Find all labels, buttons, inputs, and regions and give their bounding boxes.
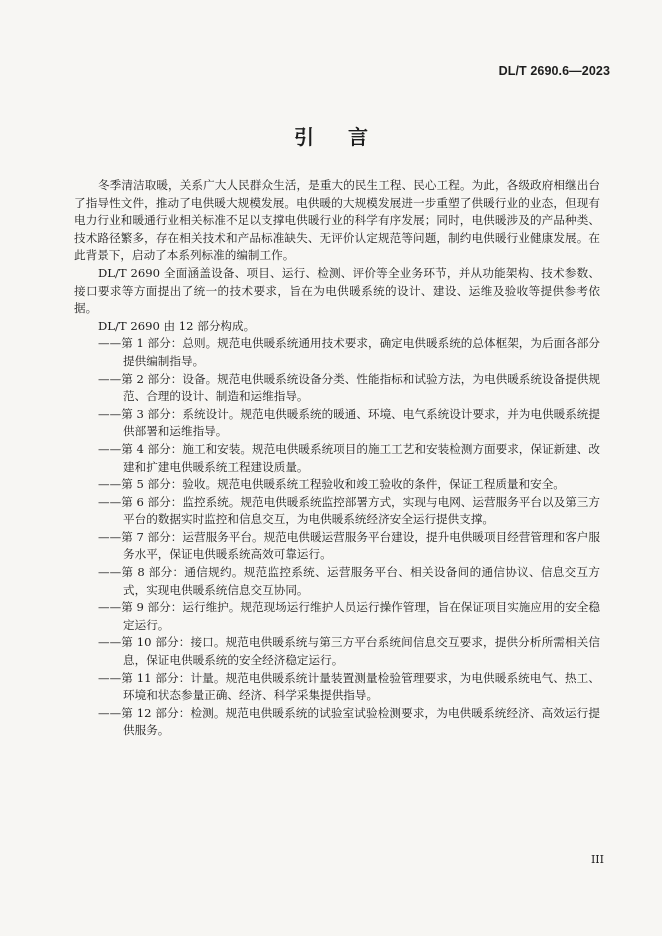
- page-number: III: [590, 853, 604, 866]
- intro-paragraph-3: DL/T 2690 由 12 部分构成。: [98, 318, 256, 333]
- page-title: 引言: [294, 125, 402, 149]
- part-list-item: ——第 6 部分：监控系统。规范电供暖系统监控部署方式，实现与电网、运营服务平台以及第三方平台的数据实时监控和信息交互，为电供暖系统经济安全运行提供支撑。: [98, 494, 600, 527]
- part-list-item: ——第 1 部分：总则。规范电供暖系统通用技术要求，确定电供暖系统的总体框架，为后面各部分提供编制指导。: [98, 336, 600, 368]
- part-list-item: ——第 4 部分：施工和安装。规范电供暖系统项目的施工工艺和安装检测方面要求，保证新建、改建和扩建电供暖系统工程建设质量。: [98, 441, 600, 474]
- part-list-item: ——第 12 部分：检测。规范电供暖系统的试验室试验检测要求，为电供暖系统经济、高效运行提供服务。: [98, 705, 600, 738]
- part-list-item: ——第 3 部分：系统设计。规范电供暖系统的暖通、环境、电气系统设计要求，并为电供暖系统提供部署和运维指导。: [98, 406, 600, 439]
- introduction-body: [74, 177, 600, 740]
- part-list-item: ——第 8 部分：通信规约。规范监控系统、运营服务平台、相关设备间的通信协议、信息交互方式，实现电供暖系统信息交互协同。: [98, 565, 600, 597]
- part-list-item: ——第 7 部分：运营服务平台。规范电供暖运营服务平台建设，提升电供暖项目经营管理和客户服务水平，保证电供暖系统高效可靠运行。: [98, 529, 600, 562]
- part-list-item: ——第 2 部分：设备。规范电供暖系统设备分类、性能指标和试验方法，为电供暖系统设备提供规范、合理的设计、制造和运维指导。: [98, 371, 600, 404]
- part-list-item: ——第 11 部分：计量。规范电供暖系统计量装置测量检验管理要求，为电供暖系统电气、热工、环境和状态参量正确、经济、科学采集提供指导。: [98, 670, 600, 703]
- part-list-item: ——第 10 部分：接口。规范电供暖系统与第三方平台系统间信息交互要求，提供分析所需相关信息，保证电供暖系统的安全经济稳定运行。: [98, 635, 600, 668]
- document-code: DL/T 2690.6—2023: [498, 64, 610, 78]
- part-list-item: ——第 9 部分：运行维护。规范现场运行维护人员运行操作管理，旨在保证项目实施应用的安全稳定运行。: [98, 600, 600, 632]
- intro-paragraph-2: DL/T 2690 全面涵盖设备、项目、运行、检测、评价等全业务环节，并从功能架构、技术参数、接口要求等方面提出了统一的技术要求，旨在为电供暖系统的设计、建设、运维及验收等提供参考依据。: [74, 265, 600, 316]
- intro-paragraph-1: 冬季清洁取暖，关系广大人民群众生活，是重大的民生工程、民心工程。为此，各级政府相继出台了指导性文件，推动了电供暖大规模发展。电供暖的大规模发展进一步重塑了供暖行业的业态，但现有电力行业和暖通行业相关标准不足以支撑电供暖行业的科学有序发展；同时，电供暖涉及的产品种类、技术路径繁多，存在相关技术和产品标准缺失、无评价认定规范等问题，制约电供暖行业健康发展。在此背景下，启动了本系列标准的编制工作。: [74, 178, 600, 263]
- part-list-item: ——第 5 部分：验收。规范电供暖系统工程验收和竣工验收的条件，保证工程质量和安全。: [98, 477, 565, 492]
